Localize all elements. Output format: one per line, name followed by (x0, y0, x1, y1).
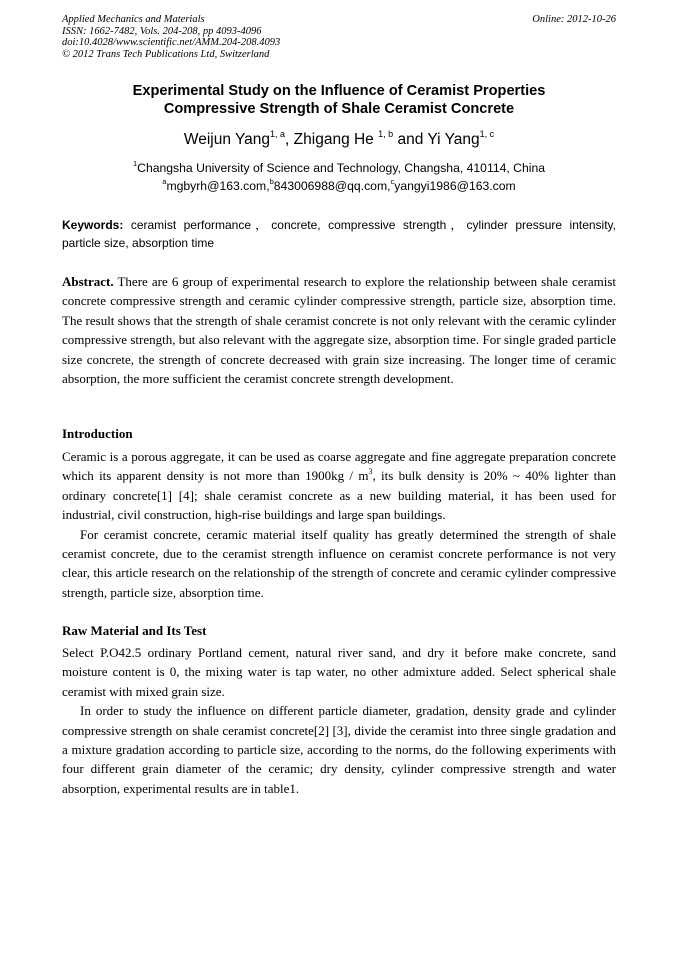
abstract (62, 272, 616, 388)
affiliation-line (62, 159, 616, 177)
title-line-2: Compressive Strength of Shale Ceramist Concrete (163, 101, 515, 117)
email-c: yangyi1986@163.com (394, 179, 516, 193)
email-line (62, 177, 616, 195)
author-1: Weijun Yang (183, 131, 271, 148)
copyright-line: © 2012 Trans Tech Publications Ltd, Switzerland (62, 48, 270, 60)
author-1-affil: 1, a (270, 129, 286, 139)
paper-title (62, 82, 616, 118)
raw-material-heading: Raw Material and Its Test (62, 623, 207, 638)
affiliation-block (62, 159, 616, 195)
abstract-label: Abstract. (62, 274, 114, 289)
author-3-affil: 1, c (479, 129, 495, 139)
journal-header (62, 14, 616, 60)
intro-p1-text-cont: , its bulk density is 20% ~ 40% lighter than ordinary concrete[1] [4]; shale ceramist concrete as a new building material, it has been used for industrial, civil construction, high-rise buildings and large span buildings. (62, 468, 616, 523)
online-date: Online: 2012-10-26 (532, 14, 616, 25)
abstract-text: There are 6 group of experimental research to explore the relationship between shale ceramist concrete compressive strength and ceramic cylinder compressive strength, particle size, absorption time. The result shows that the strength of shale ceramist concrete is not only relevant with the ceramic cylinder compressive strength, but also relevant with the aggregate size, absorption time. For single graded particle size concrete, the strength of concrete decreased with grain size increasing. The longer time of ceramic absorption, the more sufficient the ceramist concrete strength development. (62, 274, 616, 387)
raw-paragraph-2: In order to study the influence on different particle diameter, gradation, density grade and cylinder compressive strength on shale ceramist concrete[2] [3], divide the ceramist into three single gradation and a mixture gradation according to particle size, according to the norms, do the following experiments with four different grain diameter of the ceramic; dry density, cylinder compressive strength and water absorption, experimental results are in table1. (62, 703, 616, 796)
intro-paragraph-1 (62, 447, 616, 525)
introduction-body (62, 447, 616, 602)
email-b-sup: b (269, 177, 274, 186)
doi-line: doi:10.4028/www.scientific.net/AMM.204-208.4093 (62, 37, 281, 48)
intro-paragraph-2: For ceramist concrete, ceramic material itself quality has greatly determined the strength of shale ceramist concrete, due to the ceramist strength influence on ceramist concrete performance is not very clear, this article research on the relationship of the strength of concrete and ceramic cylinder compressive strength, particle size, absorption time. (62, 526, 616, 600)
title-line-1: Experimental Study on the Influence of Ceramist Properties (132, 83, 546, 99)
intro-p1-text: Ceramic is a porous aggregate, it can be used as coarse aggregate and fine aggregate preparation concrete which its apparent density is not more than 1900kg / m (62, 449, 616, 484)
email-b: 843006988@qq.com, (273, 179, 391, 193)
keywords-label: Keywords: (62, 218, 124, 232)
author-3: and Yi Yang (393, 131, 480, 148)
email-a-sup: a (162, 177, 167, 186)
author-list: Weijun Yang$^{1, a}$, Zhigang He $^{1, b}$ and Yi Yang$^{1, c}$ (183, 129, 495, 148)
keywords-text: ceramist performance，concrete, compressive strength，cylinder pressure intensity, particle size, absorption time (62, 218, 616, 250)
author-2-affil: 1, b (378, 129, 394, 139)
raw-material-body (62, 643, 616, 798)
issn-line: ISSN: 1662-7482, Vols. 204-208, pp 4093-4096 (62, 25, 262, 37)
author-2: Zhigang He (293, 131, 379, 148)
journal-name: Applied Mechanics and Materials (62, 14, 205, 25)
affiliation-text: Changsha University of Science and Technology, Changsha, 410114, China (137, 161, 546, 175)
keywords (62, 216, 616, 252)
email-c-sup: c (390, 177, 395, 186)
email-a: mgbyrh@163.com, (166, 179, 270, 193)
raw-paragraph-1: Select P.O42.5 ordinary Portland cement, natural river sand, and dry it before make concrete, sand moisture content is 0, the mixing water is tap water, no other admixture added. Select spherical shale ceramist with mixed grain size. (62, 645, 616, 699)
introduction-heading: Introduction (62, 426, 133, 441)
intro-p1-sup: 3 (368, 467, 373, 477)
affiliation-sup: 1 (132, 159, 138, 168)
